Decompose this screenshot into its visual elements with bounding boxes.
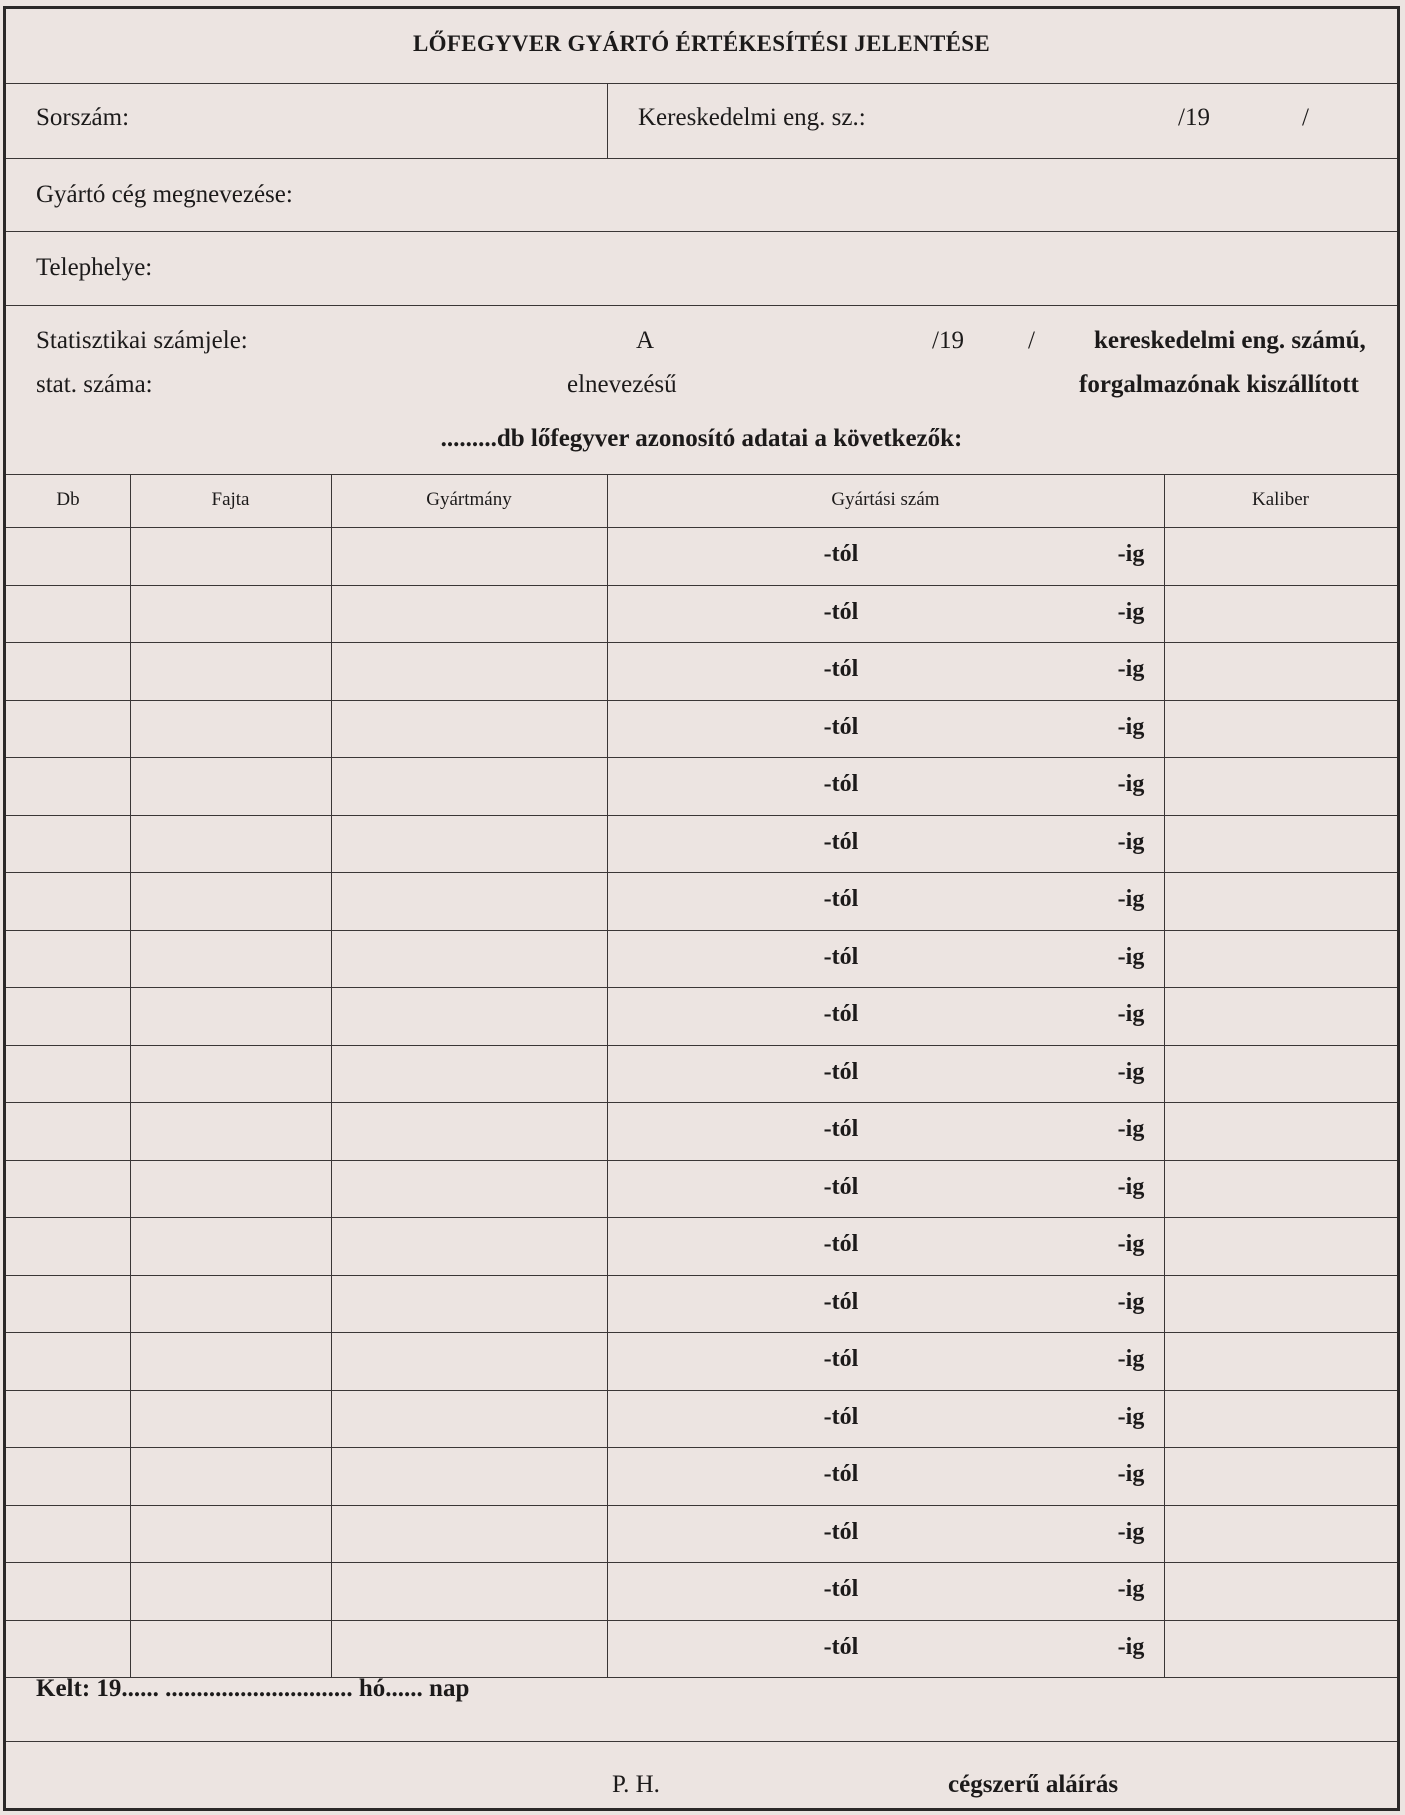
- table-divider: [6, 642, 1397, 643]
- table-column-divider: [331, 474, 332, 1677]
- kereskedelmi-eng-szamu: kereskedelmi eng. számú,: [1094, 327, 1366, 354]
- table-column-divider: [130, 474, 131, 1677]
- serial-to-suffix: -ig: [1117, 1116, 1145, 1142]
- column-header: Fajta: [211, 489, 250, 510]
- serial-to-suffix: -ig: [1117, 713, 1145, 740]
- sorszam-label: Sorszám:: [36, 104, 130, 131]
- table-column-divider: [607, 474, 608, 1677]
- serial-to-suffix: -ig: [1117, 541, 1145, 567]
- kelt-dots: ..............................: [165, 1675, 353, 1702]
- serial-to-suffix: -ig: [1117, 1518, 1145, 1545]
- ph-label: P. H.: [612, 1771, 660, 1798]
- stat-szama-label: stat. száma:: [36, 371, 153, 398]
- table-divider: [6, 872, 1397, 873]
- db-line: .........db lőfegyver azonosító adatai a következők:: [440, 425, 963, 452]
- divider: [6, 305, 1397, 306]
- serial-from-suffix: -tól: [823, 1576, 859, 1602]
- table-divider: [6, 700, 1397, 701]
- serial-from-suffix: -tól: [823, 1346, 859, 1372]
- serial-to-suffix: -ig: [1117, 598, 1145, 625]
- stat-slash: /: [1028, 327, 1035, 354]
- serial-to-suffix: -ig: [1117, 1231, 1145, 1257]
- table-divider: [6, 1447, 1397, 1448]
- divider: [6, 83, 1397, 84]
- serial-from-suffix: -tól: [823, 656, 859, 682]
- gyarto-label: Gyártó cég megnevezése:: [36, 181, 293, 208]
- elnevezesu-label: elnevezésű: [567, 371, 677, 398]
- serial-from-suffix: -tól: [823, 1231, 859, 1257]
- serial-from-suffix: -tól: [823, 828, 859, 855]
- sales-report-form: [3, 6, 1400, 1811]
- serial-to-suffix: -ig: [1117, 943, 1145, 970]
- table-divider: [6, 1505, 1397, 1506]
- table-divider: [6, 1102, 1397, 1103]
- stat-a-label: A: [636, 327, 655, 354]
- column-header: Gyártmány: [426, 489, 512, 510]
- serial-to-suffix: -ig: [1117, 1058, 1145, 1085]
- serial-from-suffix: -tól: [823, 541, 859, 567]
- kelt-prefix: Kelt: 19......: [36, 1675, 159, 1702]
- column-header: Db: [56, 489, 80, 510]
- column-header: Gyártási szám: [831, 489, 940, 510]
- divider: [6, 231, 1397, 232]
- table-divider: [6, 930, 1397, 931]
- serial-to-suffix: -ig: [1117, 1288, 1145, 1315]
- serial-from-suffix: -tól: [823, 598, 859, 625]
- table-divider: [6, 1217, 1397, 1218]
- table-divider: [6, 1045, 1397, 1046]
- serial-from-suffix: -tól: [823, 943, 859, 970]
- serial-from-suffix: -tól: [823, 1518, 859, 1545]
- serial-to-suffix: -ig: [1117, 1576, 1145, 1602]
- divider: [607, 83, 608, 158]
- table-divider: [6, 987, 1397, 988]
- forgalmazo-label: forgalmazónak kiszállított: [1079, 371, 1359, 398]
- table-divider: [6, 1275, 1397, 1276]
- serial-from-suffix: -tól: [823, 1633, 859, 1660]
- table-divider: [6, 1677, 1397, 1678]
- serial-to-suffix: -ig: [1117, 1403, 1145, 1430]
- serial-from-suffix: -tól: [823, 771, 859, 797]
- table-divider: [6, 1160, 1397, 1161]
- kereskedelmi-eng-slash: /: [1302, 104, 1309, 131]
- serial-from-suffix: -tól: [823, 1173, 859, 1200]
- divider: [6, 158, 1397, 159]
- table-divider: [6, 1741, 1397, 1742]
- table-divider: [6, 1390, 1397, 1391]
- serial-to-suffix: -ig: [1117, 886, 1145, 912]
- serial-to-suffix: -ig: [1117, 771, 1145, 797]
- kereskedelmi-eng-label: Kereskedelmi eng. sz.:: [638, 104, 866, 131]
- signature-label: cégszerű aláírás: [948, 1771, 1119, 1798]
- serial-from-suffix: -tól: [823, 1058, 859, 1085]
- table-divider: [6, 1620, 1397, 1621]
- stat-year: /19: [932, 327, 964, 354]
- form-title: LŐFEGYVER GYÁRTÓ ÉRTÉKESÍTÉSI JELENTÉSE: [413, 31, 990, 56]
- serial-to-suffix: -ig: [1117, 656, 1145, 682]
- serial-from-suffix: -tól: [823, 713, 859, 740]
- kelt-date: [36, 1675, 469, 1703]
- serial-to-suffix: -ig: [1117, 1461, 1145, 1487]
- serial-from-suffix: -tól: [823, 886, 859, 912]
- serial-from-suffix: -tól: [823, 1288, 859, 1315]
- table-divider: [6, 757, 1397, 758]
- serial-from-suffix: -tól: [823, 1116, 859, 1142]
- serial-from-suffix: -tól: [823, 1403, 859, 1430]
- table-divider: [6, 1562, 1397, 1563]
- table-divider: [6, 527, 1397, 528]
- serial-to-suffix: -ig: [1117, 1633, 1145, 1660]
- table-divider: [6, 1332, 1397, 1333]
- telephely-label: Telephelye:: [36, 254, 153, 281]
- serial-to-suffix: -ig: [1117, 1001, 1145, 1027]
- serial-from-suffix: -tól: [823, 1461, 859, 1487]
- stat-szamjele-label: Statisztikai számjele:: [36, 327, 248, 354]
- column-header: Kaliber: [1252, 489, 1309, 510]
- table-divider: [6, 815, 1397, 816]
- kelt-nap: nap: [429, 1675, 470, 1702]
- serial-from-suffix: -tól: [823, 1001, 859, 1027]
- serial-to-suffix: -ig: [1117, 1346, 1145, 1372]
- kereskedelmi-eng-year: /19: [1178, 104, 1210, 131]
- table-divider: [6, 474, 1397, 475]
- table-divider: [6, 585, 1397, 586]
- serial-to-suffix: -ig: [1117, 1173, 1145, 1200]
- serial-to-suffix: -ig: [1117, 828, 1145, 855]
- kelt-ho: hó......: [358, 1675, 423, 1702]
